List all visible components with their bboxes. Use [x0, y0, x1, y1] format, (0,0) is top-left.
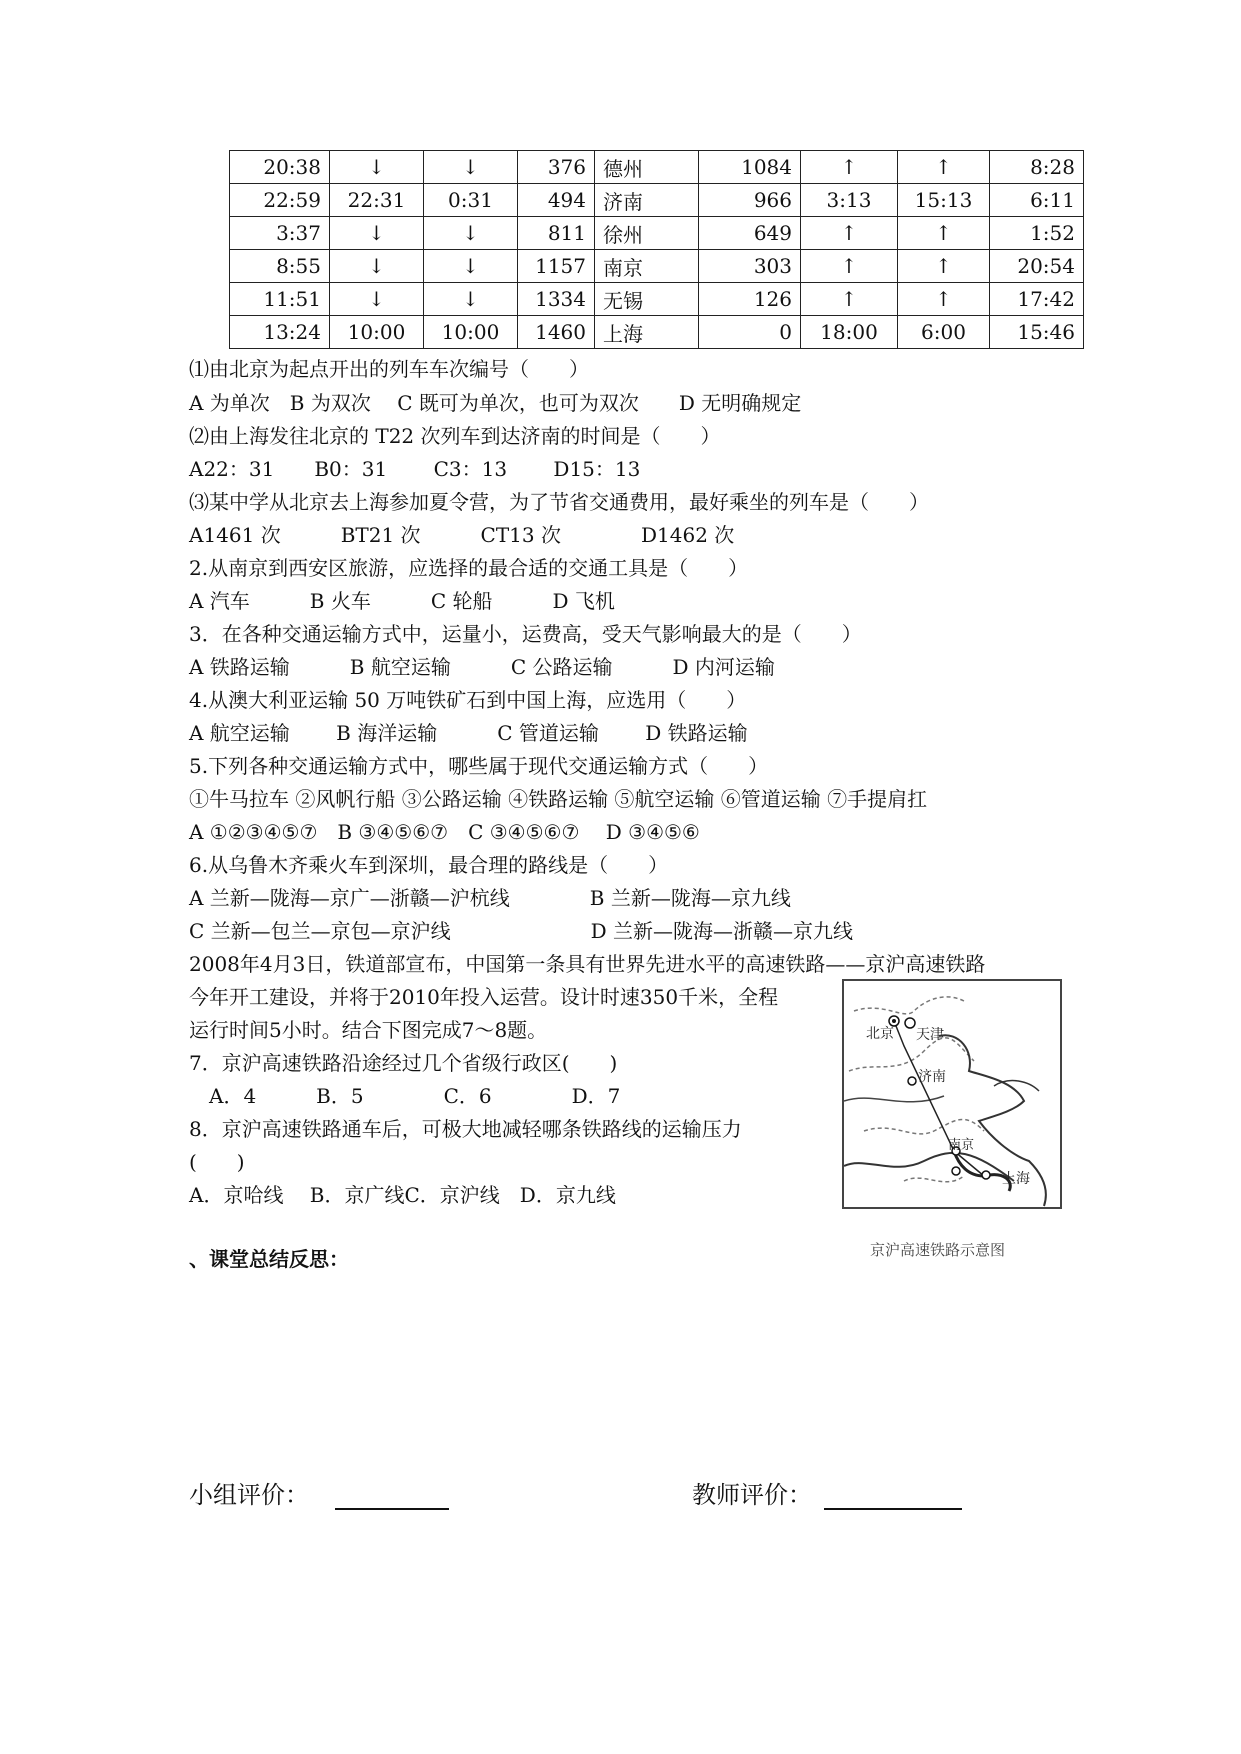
beijing-marker: [892, 1019, 896, 1023]
timetable-cell: 1:52: [990, 217, 1084, 250]
label-shanghai: 上海: [1002, 1171, 1030, 1187]
timetable-cell: 13:24: [230, 316, 330, 349]
timetable-cell: 376: [518, 151, 595, 184]
q8-options: A．京哈线 B．京广线C．京沪线 D．京九线: [189, 1183, 616, 1207]
timetable-cell: ↑: [801, 217, 898, 250]
timetable-cell: 966: [699, 184, 801, 217]
label-nanjing: 南京: [948, 1138, 975, 1153]
shanghai-marker: [982, 1171, 990, 1179]
q4-question: 4.从澳大利亚运输 50 万吨铁矿石到中国上海，应选用（ ）: [189, 688, 747, 712]
timetable-cell: 6:00: [898, 316, 990, 349]
q1-1-options: A 为单次 B 为双次 C 既可为单次，也可为双次 D 无明确规定: [189, 391, 802, 415]
q6-options-cd: C 兰新—包兰—京包—京沪线 D 兰新—陇海—浙赣—京九线: [189, 919, 854, 943]
timetable-cell: 1460: [518, 316, 595, 349]
timetable-cell: ↑: [898, 217, 990, 250]
timetable-row: [230, 283, 1084, 316]
timetable-cell: 10:00: [424, 316, 518, 349]
province-border: [864, 1119, 984, 1133]
q5-items: ①牛马拉车 ②风帆行船 ③公路运输 ④铁路运输 ⑤航空运输 ⑥管道运输 ⑦手提肩扛: [189, 787, 928, 811]
timetable-cell: 0:31: [424, 184, 518, 217]
timetable-cell: ↑: [801, 283, 898, 316]
timetable-cell: 3:13: [801, 184, 898, 217]
timetable-cell: 1334: [518, 283, 595, 316]
timetable-cell: ↓: [330, 151, 424, 184]
timetable-cell: ↓: [424, 283, 518, 316]
timetable-cell: 649: [699, 217, 801, 250]
timetable-row: [230, 217, 1084, 250]
q2-question: 2.从南京到西安区旅游，应选择的最合适的交通工具是（ ）: [189, 556, 749, 580]
timetable-cell: 20:54: [990, 250, 1084, 283]
timetable-cell: 1084: [699, 151, 801, 184]
coastline: [994, 1081, 1039, 1091]
timetable-cell: 1157: [518, 250, 595, 283]
timetable-cell: ↓: [330, 283, 424, 316]
timetable-cell: 上海: [595, 316, 699, 349]
timetable-cell: 南京: [595, 250, 699, 283]
q7-question: 7．京沪高速铁路沿途经过几个省级行政区( ): [189, 1051, 618, 1075]
q3-question: 3．在各种交通运输方式中，运量小，运费高，受天气影响最大的是（ ）: [189, 622, 862, 646]
timetable-cell: 8:28: [990, 151, 1084, 184]
q5-options: A ①②③④⑤⑦ B ③④⑤⑥⑦ C ③④⑤⑥⑦ D ③④⑤⑥: [189, 820, 700, 844]
summary-heading: 、课堂总结反思：: [189, 1247, 349, 1271]
timetable-cell: 3:37: [230, 217, 330, 250]
timetable-cell: 无锡: [595, 283, 699, 316]
q4-options: A 航空运输 B 海洋运输 C 管道运输 D 铁路运输: [189, 721, 748, 745]
timetable-cell: 15:13: [898, 184, 990, 217]
teacher-evaluation-blank[interactable]: [824, 1484, 962, 1510]
timetable-cell: 15:46: [990, 316, 1084, 349]
timetable-cell: 22:59: [230, 184, 330, 217]
q1-1-question: ⑴由北京为起点开出的列车车次编号（ ）: [189, 357, 589, 381]
station-marker: [952, 1167, 960, 1175]
timetable-cell: 11:51: [230, 283, 330, 316]
timetable-cell: ↑: [801, 250, 898, 283]
timetable-cell: ↓: [424, 250, 518, 283]
timetable-cell: 811: [518, 217, 595, 250]
teacher-evaluation-label: 教师评价：: [692, 1481, 812, 1509]
train-timetable: [229, 150, 1084, 349]
timetable-cell: ↑: [898, 283, 990, 316]
q8-question: 8．京沪高速铁路通车后，可极大地减轻哪条铁路线的运输压力: [189, 1117, 742, 1141]
timetable-cell: ↓: [424, 217, 518, 250]
q6-options-ab: A 兰新—陇海—京广—浙赣—沪杭线 B 兰新—陇海—京九线: [189, 886, 791, 910]
teacher-evaluation: [692, 1475, 962, 1510]
q1-2-options: A22：31 B0：31 C3：13 D15：13: [189, 457, 641, 481]
timetable-cell: 10:00: [330, 316, 424, 349]
province-border: [849, 1038, 974, 1071]
timetable-cell: 494: [518, 184, 595, 217]
q6-question: 6.从乌鲁木齐乘火车到深圳，最合理的路线是（ ）: [189, 853, 669, 877]
jinan-marker: [908, 1077, 916, 1085]
timetable-cell: 0: [699, 316, 801, 349]
q7-options: A．4 B．5 C．6 D．7: [189, 1084, 621, 1108]
tianjin-marker: [905, 1018, 915, 1028]
timetable-cell: ↓: [330, 250, 424, 283]
label-tianjin: 天津: [916, 1027, 944, 1043]
map-caption: 京沪高速铁路示意图: [870, 1241, 1006, 1259]
map-svg: [844, 981, 1060, 1207]
timetable-row: [230, 151, 1084, 184]
timetable-cell: ↑: [801, 151, 898, 184]
q5-question: 5.下列各种交通运输方式中，哪些属于现代交通运输方式（ ）: [189, 754, 769, 778]
label-jinan: 济南: [918, 1069, 946, 1085]
province-border: [854, 997, 964, 1014]
timetable-row: [230, 316, 1084, 349]
group-evaluation-label: 小组评价：: [189, 1481, 309, 1509]
timetable-cell: ↓: [330, 217, 424, 250]
timetable-cell: 20:38: [230, 151, 330, 184]
timetable-row: [230, 250, 1084, 283]
railway-map: [842, 979, 1062, 1209]
timetable-cell: 8:55: [230, 250, 330, 283]
timetable-cell: ↑: [898, 250, 990, 283]
q1-3-options: A1461 次 BT21 次 CT13 次 D1462 次: [189, 523, 735, 547]
timetable-cell: 德州: [595, 151, 699, 184]
timetable-cell: ↑: [898, 151, 990, 184]
province-border: [904, 1176, 964, 1182]
passage-line-2: 今年开工建设，并将于2010年投入运营。设计时速350千米，全程: [189, 985, 779, 1009]
q1-2-question: ⑵由上海发往北京的 T22 次列车到达济南的时间是（ ）: [189, 424, 721, 448]
q1-3-question: ⑶某中学从北京去上海参加夏令营，为了节省交通费用，最好乘坐的列车是（ ）: [189, 490, 929, 514]
q3-options: A 铁路运输 B 航空运输 C 公路运输 D 内河运输: [189, 655, 775, 679]
q8-paren: ( ): [189, 1150, 245, 1174]
timetable-cell: 6:11: [990, 184, 1084, 217]
passage-line-3: 运行时间5小时。结合下图完成7～8题。: [189, 1018, 548, 1042]
timetable-cell: 22:31: [330, 184, 424, 217]
passage-line-1: 2008年4月3日，铁道部宣布，中国第一条具有世界先进水平的高速铁路——京沪高速铁路: [189, 952, 986, 976]
timetable-cell: 济南: [595, 184, 699, 217]
timetable-row: [230, 184, 1084, 217]
timetable-cell: 303: [699, 250, 801, 283]
timetable-cell: ↓: [424, 151, 518, 184]
timetable-cell: 18:00: [801, 316, 898, 349]
timetable-cell: 徐州: [595, 217, 699, 250]
label-beijing: 北京: [866, 1026, 894, 1042]
timetable-cell: 17:42: [990, 283, 1084, 316]
timetable-cell: 126: [699, 283, 801, 316]
group-evaluation: [189, 1475, 449, 1510]
group-evaluation-blank[interactable]: [335, 1484, 449, 1510]
q2-options: A 汽车 B 火车 C 轮船 D 飞机: [189, 589, 615, 613]
